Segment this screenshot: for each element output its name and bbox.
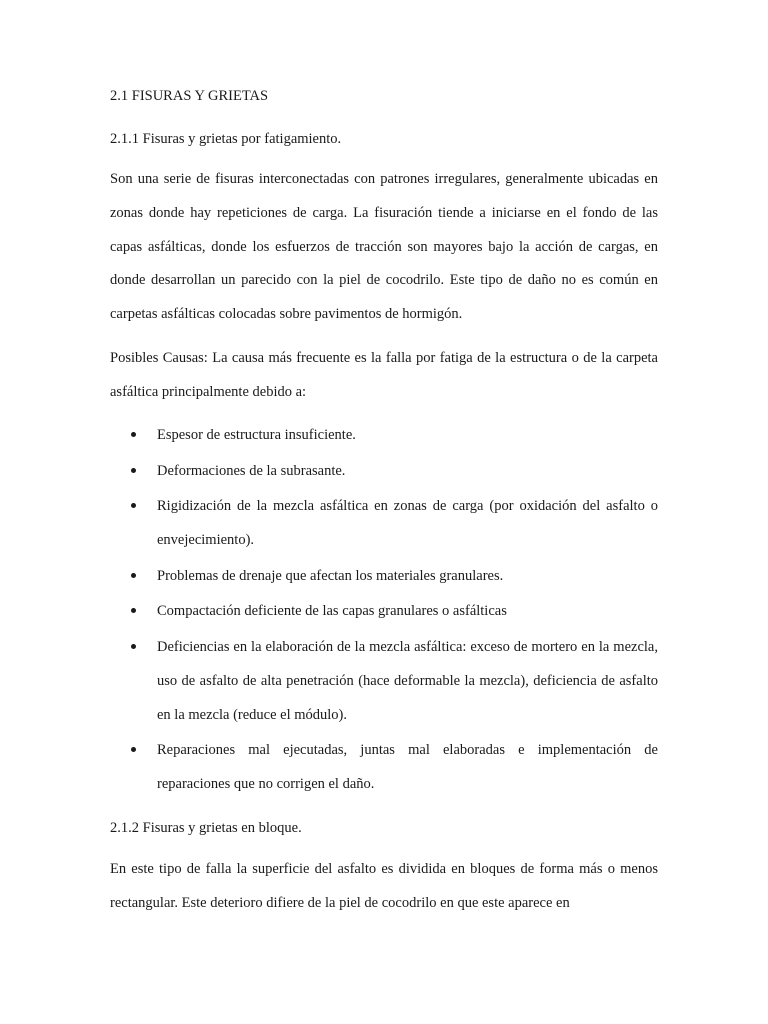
subsection-title-block: 2.1.2 Fisuras y grietas en bloque. [110, 820, 302, 836]
list-item [110, 733, 658, 801]
bullet-icon [131, 432, 136, 437]
paragraph-fatigue-description: Son una serie de fisuras interconectadas con patrones irregulares, generalmente ubicadas en zonas donde hay repeticiones de carga. La fisuración tiende a iniciarse en el fondo de las capas asfálticas, donde los esfuerzos de tracción son mayores bajo la acción de cargas, en donde desarrollan un parecido con la piel de cocodrilo. Este tipo de daño no es común en carpetas asfálticas colocadas sobre pavimentos de hormigón. [110, 171, 658, 323]
list-item [110, 418, 658, 452]
paragraph-block-description: En este tipo de falla la superficie del asfalto es dividida en bloques de forma más o menos rectangular. Este deterioro difiere de la piel de cocodrilo en que este aparece en [110, 861, 658, 911]
list-item-text: Compactación deficiente de las capas granulares o asfálticas [157, 603, 507, 619]
list-item-text: Problemas de drenaje que afectan los materiales granulares. [157, 567, 504, 584]
bullet-icon [131, 608, 136, 613]
section-title: 2.1 FISURAS Y GRIETAS [110, 88, 269, 104]
list-item [110, 454, 658, 488]
list-item [110, 559, 658, 593]
bullet-icon [131, 503, 136, 508]
causes-list [110, 418, 658, 803]
bullet-icon [131, 468, 136, 473]
bullet-icon [131, 644, 136, 649]
list-item-text: Espesor de estructura insuficiente. [157, 427, 356, 443]
list-item-text: Deformaciones de la subrasante. [157, 462, 346, 479]
list-item [110, 594, 658, 628]
subsection-title-fatigue: 2.1.1 Fisuras y grietas por fatigamiento. [110, 131, 342, 147]
bullet-icon [131, 747, 136, 752]
list-item-text: Reparaciones mal ejecutadas, juntas mal elaboradas e implementación de reparaciones que no corrigen el daño. [157, 742, 658, 792]
paragraph-possible-causes: Posibles Causas: La causa más frecuente es la falla por fatiga de la estructura o de la carpeta asfáltica principalmente debido a: [110, 350, 658, 400]
list-item [110, 630, 658, 732]
list-item-text: Rigidización de la mezcla asfáltica en zonas de carga (por oxidación del asfalto o envejecimiento). [157, 498, 658, 548]
bullet-icon [131, 573, 136, 578]
list-item [110, 489, 658, 557]
list-item-text: Deficiencias en la elaboración de la mezcla asfáltica: exceso de mortero en la mezcla, uso de asfalto de alta penetración (hace deformable la mezcla), deficiencia de asfalto en la mezcla (reduce el módulo). [157, 638, 658, 723]
